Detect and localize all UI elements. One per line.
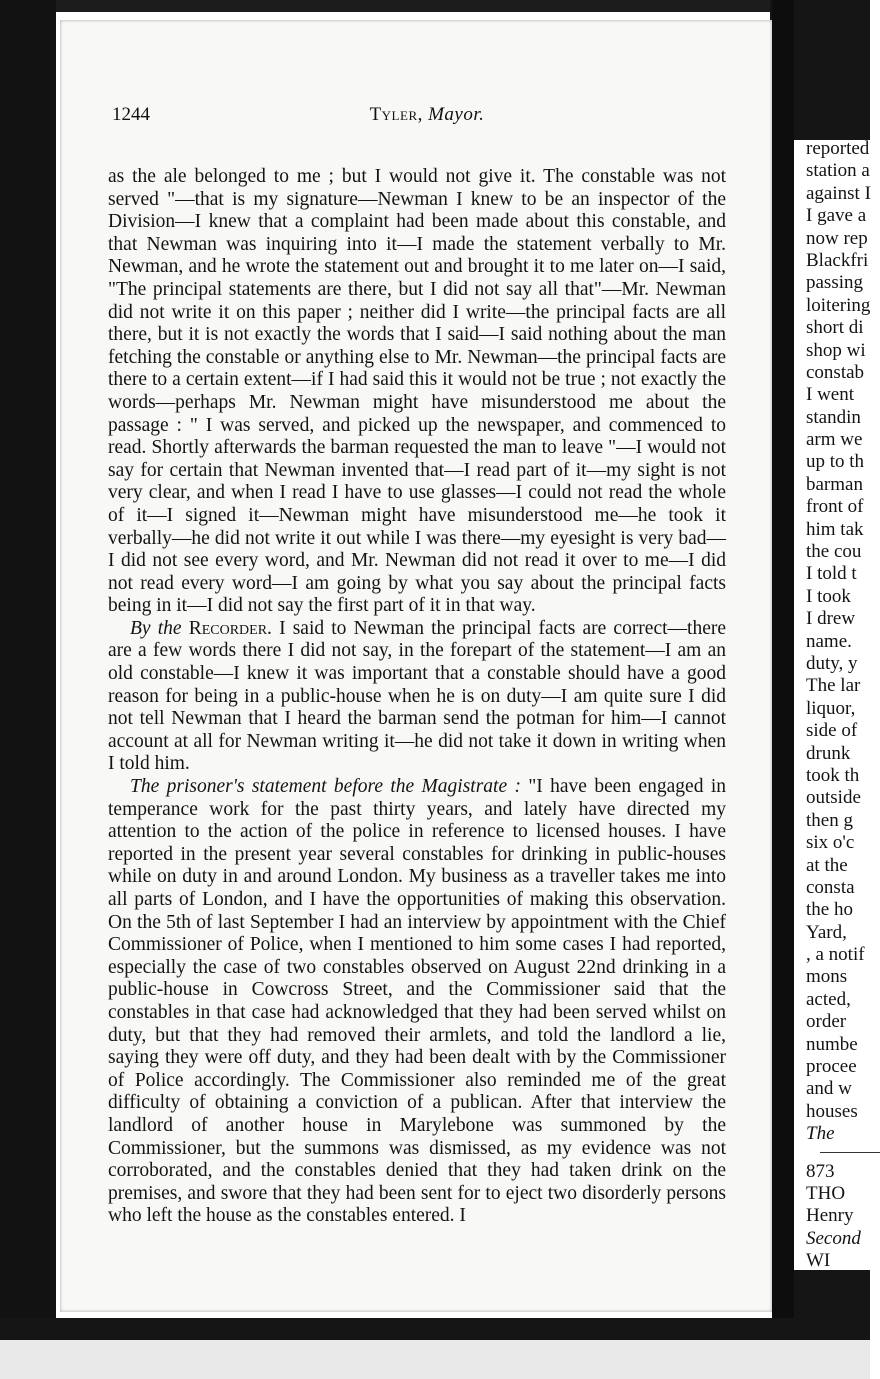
fragment-line: up to th (806, 451, 865, 473)
fragment-footer-line: Second (806, 1227, 861, 1249)
fragment-footer-line: THO (806, 1182, 846, 1204)
fragment-line: mons (806, 966, 848, 988)
paragraph-text: "I have been engaged in temperance work for the past thirty years, and lately have directed my attention to the action of the police in reference to licensed houses. I have reported in the present year several constables for drinking in public-houses while on duty in and around London. My business as a traveller takes me into all parts of London, and I have the opportunities of making this observation. On the 5th of last September I had an interview by appointment with the Chief Commissioner of Police, when I mentioned to him some cases I had reported, especially the case of two constables observed on August 22nd drinking in a public-house in Cowcross Street, and the Commissioner said that the constables in that case had acknowledged that they had been served whilst on duty, but that they had removed their armlets, and told the landlord a lie, saying they were off duty, and they had been dealt with by the Commissioner of Police accordingly. The Commissioner also reminded me of the great difficulty of obtaining a conviction of a publican. After that interview the landlord of another house in Marylebone was summoned by the Commissioner, but the summons was dismissed, as my evidence was not corroborated, and the constables denied that they had taken drink on the premises, and swore that they had been sent for to eject two disorderly persons who left the house as the constables entered. I (108, 776, 726, 1227)
fragment-line: at the (806, 854, 848, 876)
fragment-line: I went (806, 384, 855, 406)
fragment-line: then g (806, 809, 853, 831)
fragment-line: took th (806, 764, 860, 786)
running-head (112, 104, 742, 126)
page-header (112, 104, 742, 132)
paragraph-recorder (108, 618, 726, 776)
paragraph-text: I said to Newman the principal facts are correct—there are a few words there I did not say, in the forepart of the statement—I am an old constable—I knew it was important that a constable should have a good reason for being in a public-house when he is on duty—I am quite sure I did not tell Newman that I heard the barman send the potman for him—I cannot account at all for Newman writing it—he did not take it down in writing when I told him. (108, 617, 727, 775)
fragment-line: houses (806, 1100, 858, 1122)
fragment-line: against I (806, 182, 871, 204)
fragment-line: I gave a (806, 205, 867, 227)
running-head-name: Tyler, (369, 104, 423, 125)
fragment-line: acted, (806, 988, 851, 1010)
speaker-name: Recorder. (188, 617, 272, 639)
fragment-line: shop wi (806, 339, 866, 361)
fragment-line: I took (806, 585, 851, 607)
fragment-line: I told t (806, 563, 857, 585)
fragment-line: I drew (806, 608, 856, 630)
page-number: 1244 (112, 104, 150, 125)
fragment-footer-line: WI (806, 1250, 831, 1272)
fragment-line: front of (806, 496, 864, 518)
fragment-line: procee (806, 1056, 857, 1078)
book-gutter (772, 0, 794, 1330)
fragment-line: and w (806, 1078, 852, 1100)
fragment-line: standin (806, 406, 861, 428)
fragment-line: station a (806, 160, 870, 182)
scan-border-top (0, 0, 870, 12)
fragment-line: now rep (806, 227, 868, 249)
scan-border-left (0, 0, 56, 1330)
fragment-line: barman (806, 473, 863, 495)
fragment-line: short di (806, 317, 864, 339)
fragment-line: loitering (806, 294, 871, 316)
fragment-rule (820, 1152, 880, 1153)
fragment-line: The (806, 1123, 835, 1145)
fragment-line: consta (806, 876, 855, 898)
fragment-line: drunk (806, 742, 851, 764)
fragment-line: the ho (806, 899, 853, 921)
fragment-line: constab (806, 361, 865, 383)
fragment-line: arm we (806, 429, 863, 451)
fragment-line: reported (806, 138, 870, 159)
fragment-footer-line: Henry (806, 1205, 854, 1227)
paragraph-lead: By the (130, 617, 182, 639)
fragment-line: side of (806, 720, 858, 742)
fragment-line: six o'c (806, 832, 855, 854)
fragment-line: The lar (806, 675, 861, 697)
page-body (108, 166, 726, 1228)
fragment-line: passing (806, 272, 863, 294)
adjacent-page-fragment (806, 138, 871, 1272)
fragment-line: name. (806, 630, 852, 652)
book-page (60, 20, 772, 1312)
paragraph-lead: The prisoner's statement before the Magistrate : (130, 776, 521, 798)
fragment-line: , a notif (806, 944, 865, 966)
fragment-footer-line: 873 (806, 1160, 835, 1182)
scan-border-bottom (0, 1318, 870, 1340)
fragment-line: him tak (806, 518, 864, 540)
fragment-line: liquor, (806, 697, 856, 719)
paragraph-prisoner-statement (108, 776, 726, 1228)
fragment-line: Blackfri (806, 249, 869, 271)
fragment-line: duty, y (806, 652, 858, 674)
fragment-line: order (806, 1011, 847, 1033)
running-head-title: Mayor. (428, 104, 485, 125)
fragment-line: numbe (806, 1033, 858, 1055)
fragment-line: Yard, (806, 921, 847, 943)
fragment-line: the cou (806, 541, 862, 563)
scan-margin-below (0, 1340, 870, 1379)
paragraph-continuation: as the ale belonged to me ; but I would not give it. The constable was not served "—that is my signature—Newman I knew to be an inspector of the Division—I knew that a complaint had been made about this constable, and that Newman was inquiring into it—I made the statement verbally to Mr. Newman, and he wrote the statement out and brought it to me later on—I said, "The principal statements are there, but I did not say all that"—Mr. Newman did not write it on this paper ; neither did I write—the principal facts are all there, but it is not exactly the words that I said—I said nothing about the man fetching the constable or anything else to Mr. Newman—the principal facts are there to a certain extent—if I had said this it would not be true ; not exactly the words—perhaps Mr. Newman might have misunderstood me about the passage : " I was served, and picked up the newspaper, and commenced to read. Shortly afterwards the barman requested the man to leave "—I would not say for certain that Newman invented that—I read part of it—my sight is not very clear, and when I read I have to use glasses—I could not read the whole of it—I signed it—Newman might have misunderstood me—he took it verbally—he did not write it out while I was there—my eyesight is very bad—I did not see every word, and Mr. Newman did not read it over to me—I did not read every word—I am going by what you say about the principal facts being in it—I did not say the first part of it in that way. (108, 166, 726, 617)
fragment-line: outside (806, 787, 861, 809)
